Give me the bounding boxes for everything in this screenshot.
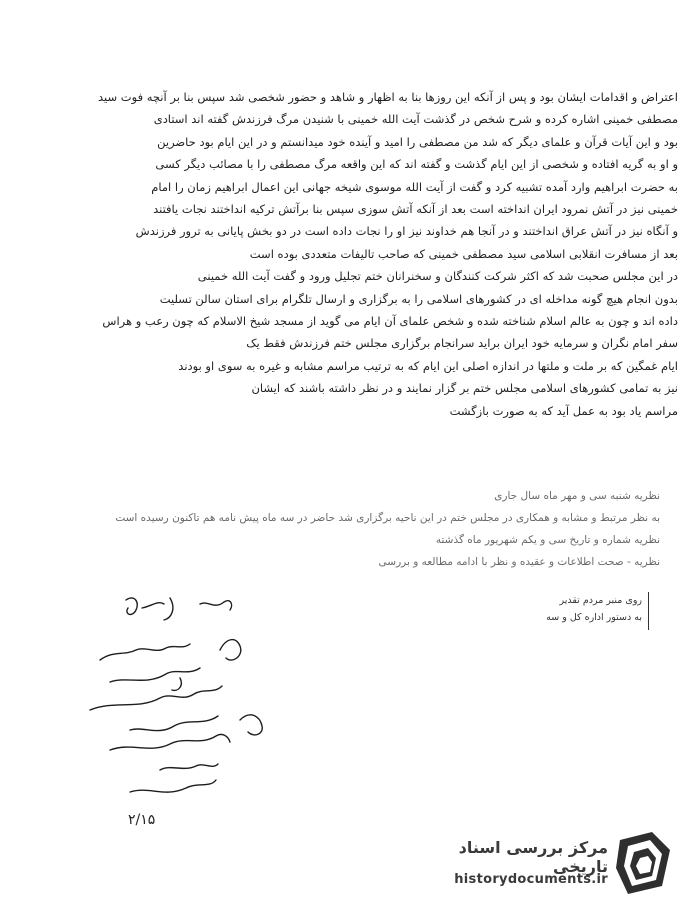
body-line: به حضرت ابراهیم وارد آمده تشبیه کرد و گفت از آیت الله موسوی شیخه جهانی این اعمال ابراهیم زمان را امام [151,179,678,194]
body-line: داده اند و چون به عالم اسلام شناخته شده و شخص علمای آن ایام می گوید از مسجد شیخ الاسلام که چون رعب و هراس [102,314,678,329]
body-line: نیز به تمامی کشورهای اسلامی مجلس ختم بر گزار نمایند و در نظر داشته باشند که ایشان [251,381,678,396]
boxed-note-line: به دستور اداره کل و سه [546,612,642,623]
body-line: ایام غمگین که بر ملت و ملتها در اندازه اصلی این ایام که به ترتیب مراسم مشابه و غیره به سوی او بودند [178,358,678,373]
body-line: بعد از مسافرت انقلابی اسلامی سید مصطفی خمینی که صاحب تالیفات متعددی بوده است [249,246,678,261]
note-line: نظریه شماره و تاریخ سی و یکم شهریور ماه گذشته [435,534,660,546]
archive-watermark [408,818,690,908]
body-line: اعتراض و اقدامات ایشان بود و پس از آنکه این روزها بنا به اظهار و شاهد و حضور شخصی شد سپس بنا بر آنچه فوت سید [98,90,678,104]
body-line: و او به گریه افتاده و شخصی از این ایام گذشت و گفته اند که این واقعه مرگ مصطفی را با مصائب دیگر کسی [155,157,678,172]
faint-notes [60,485,660,573]
watermark-title: مرکز بررسی اسناد تاریخی [458,838,608,876]
note-line: به نظر مرتبط و مشابه و همکاری در مجلس ختم در این ناحیه برگزاری شد حاضر در سه ماه پیش نامه هم تاکنون رسیده است [115,512,660,524]
body-line: سفر امام نگران و سرمایه خود ایران براید سرانجام برگزاری مجلس ختم فرزندش فقط یک [246,336,678,351]
body-line: بود و این آیات قرآن و علمای دیگر که شد من مصطفی را امید و آینده خود میدانستم و در این ایام بود حاضرین [157,134,678,149]
body-line: خمینی نیز در آتش نمرود ایران انداخته است بعد از آنکه آتش سوزی سپس بنا برآتش ترکیه انداختند نجات یافتند [153,202,678,217]
page-number: ۲/۱۵ [128,812,156,828]
body-line: مراسم یاد بود به عمل آید که به صورت بازگشت [449,403,678,418]
signature-scribbles [70,590,310,840]
document-body [58,86,678,422]
archive-logo-icon [612,828,678,898]
handwritten-signatures [70,590,310,840]
boxed-note-line: روی منبر مردم تقدیر [559,595,642,606]
watermark-url: historydocuments.ir [454,872,608,887]
body-line: و آنگاه نیز در آتش عراق انداختند و در آنجا هم خداوند نیز او را نجات داده است در دو بخش پایانی به ترور فرزندش [135,224,678,239]
body-line: در این مجلس صحبت شد که اکثر شرکت کنندگان و سخنرانان ختم تجلیل ورود و گفت آیت الله خمینی [197,269,678,284]
body-line: مصطفی خمینی اشاره کرده و شرح شخص در گذشت آیت الله خمینی با شنیدن مرگ فرزندش گفته اند استادی [153,112,678,127]
note-line: نظریه - صحت اطلاعات و عقیده و نظر با ادامه مطالعه و بررسی [378,556,660,568]
boxed-note [492,592,649,630]
body-line: بدون انجام هیچ گونه مداخله ای در کشورهای اسلامی را به برگزاری و ارسال تلگرام برای استان سالن تسلیت [159,291,678,306]
note-line: نظریه شنبه سی و مهر ماه سال جاری [494,490,660,502]
